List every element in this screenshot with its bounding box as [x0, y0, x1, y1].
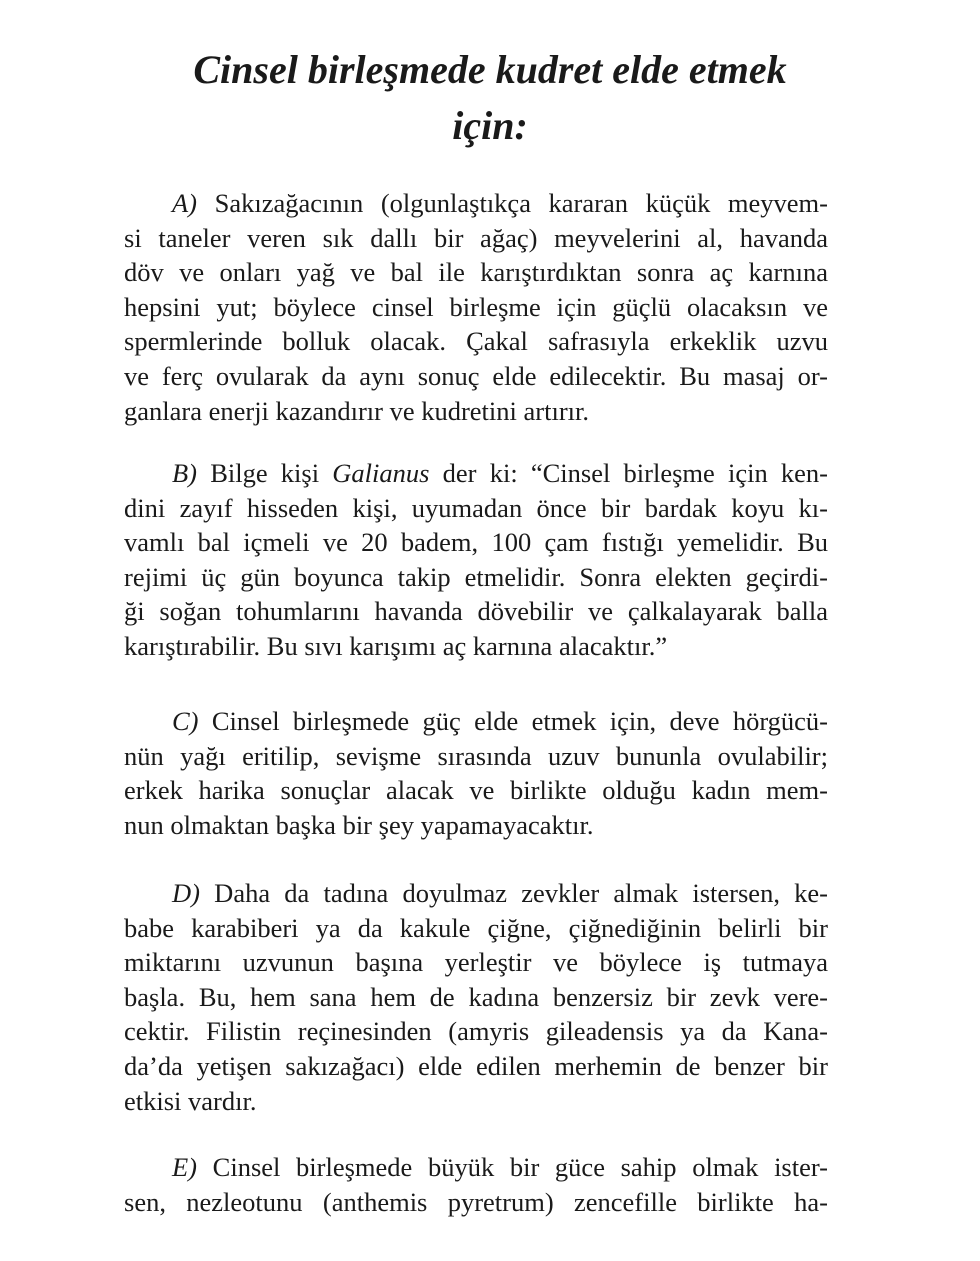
text-segment: nun olmaktan başka bir şey yapamayacaktır.: [124, 809, 594, 840]
page-title-line-2: için:: [452, 103, 528, 148]
text-segment: vamlı bal içmeli ve 20 badem, 100 çam fıstığı yemelidir. Bu: [124, 527, 828, 558]
text-segment: dini zayıf hisseden kişi, uyumadan önce bir bardak koyu kı-: [124, 492, 828, 523]
text-segment: Bilge kişi: [197, 458, 333, 488]
text-segment: sen, nezleotunu (anthemis pyretrum) zencefille birlikte ha-: [124, 1186, 828, 1217]
text-line: [124, 560, 828, 595]
text-segment: döv ve onları yağ ve bal ile karıştırdıktan sonra aç karnına: [124, 257, 828, 288]
text-line: [124, 1014, 828, 1049]
text-line: [124, 1150, 828, 1185]
text-segment: karıştırabilir. Bu sıvı karışımı aç karnına alacaktır.”: [124, 630, 668, 661]
paragraph-label: D): [172, 878, 200, 908]
text-segment: nün yağı eritilip, sevişme sırasında uzuv bununla ovulabilir;: [124, 740, 828, 771]
text-line: [124, 255, 828, 290]
text-line: [124, 186, 828, 221]
text-segment: hepsini yut; böylece cinsel birleşme için güçlü olacaksın ve: [124, 291, 828, 322]
text-line: [124, 290, 828, 325]
text-segment: başla. Bu, hem sana hem de kadına benzersiz bir zevk vere-: [124, 981, 828, 1012]
paragraph-label: B): [172, 458, 198, 488]
text-line: [124, 456, 828, 491]
text-segment: ve ferç ovularak da aynı sonuç elde edilecektir. Bu masaj or-: [124, 360, 828, 391]
text-segment: ği soğan tohumlarını havanda dövebilir ve çalkalayarak balla: [124, 596, 828, 627]
paragraph-c: [124, 704, 828, 842]
text-line: [124, 359, 828, 394]
paragraph-b: [124, 456, 828, 664]
text-segment: Sakızağacının (olgunlaştıkça kararan küçük meyvem-: [197, 188, 828, 218]
text-segment: cektir. Filistin reçinesinden (amyris gileadensis ya da Kana-: [124, 1016, 828, 1047]
paragraph-label: A): [172, 188, 198, 218]
text-line: [124, 911, 828, 946]
paragraph-label: E): [172, 1152, 198, 1182]
text-line: [124, 945, 828, 980]
text-line: [124, 221, 828, 256]
text-line: [124, 491, 828, 526]
text-segment: ganlara enerji kazandırır ve kudretini artırır.: [124, 395, 590, 426]
text-segment: rejimi üç gün boyunca takip etmelidir. Sonra elekten geçirdi-: [124, 561, 828, 592]
text-line: [124, 739, 828, 774]
paragraph-label: C): [172, 706, 199, 736]
text-line: [124, 980, 828, 1015]
text-segment: der ki: “Cinsel birleşme için ken-: [429, 458, 829, 488]
paragraph-a: [124, 186, 828, 428]
text-segment: Daha da tadına doyulmaz zevkler almak istersen, ke-: [199, 878, 828, 908]
paragraph-e: [124, 1150, 828, 1219]
text-segment: etkisi vardır.: [124, 1085, 257, 1116]
text-segment: babe karabiberi ya da kakule çiğne, çiğnediğinin belirli bir: [124, 912, 828, 943]
text-line: [124, 324, 828, 359]
text-line: [124, 1049, 828, 1084]
text-line: [124, 876, 828, 911]
italic-name: Galianus: [332, 458, 430, 488]
page-title-line-1: Cinsel birleşmede kudret elde etmek: [193, 47, 787, 92]
text-line: [124, 629, 828, 664]
text-line: [124, 773, 828, 808]
text-line: [124, 394, 828, 429]
text-line: [124, 704, 828, 739]
text-segment: Cinsel birleşmede güç elde etmek için, deve hörgücü-: [198, 706, 828, 736]
text-segment: da’da yetişen sakızağacı) elde edilen merhemin de benzer bir: [124, 1050, 828, 1081]
text-line: [124, 1084, 828, 1119]
text-line: [124, 525, 828, 560]
text-segment: si taneler veren sık dallı bir ağaç) meyvelerini al, havanda: [124, 222, 828, 253]
text-segment: spermlerinde bolluk olacak. Çakal safrasıyla erkeklik uzvu: [124, 326, 828, 357]
text-line: [124, 594, 828, 629]
text-segment: Cinsel birleşmede büyük bir güce sahip olmak ister-: [197, 1152, 828, 1182]
text-line: [124, 808, 828, 843]
text-line: [124, 1185, 828, 1220]
paragraph-d: [124, 876, 828, 1118]
text-segment: miktarını uzvunun başına yerleştir ve böylece iş tutmaya: [124, 947, 828, 978]
text-segment: erkek harika sonuçlar alacak ve birlikte olduğu kadın mem-: [124, 775, 828, 806]
